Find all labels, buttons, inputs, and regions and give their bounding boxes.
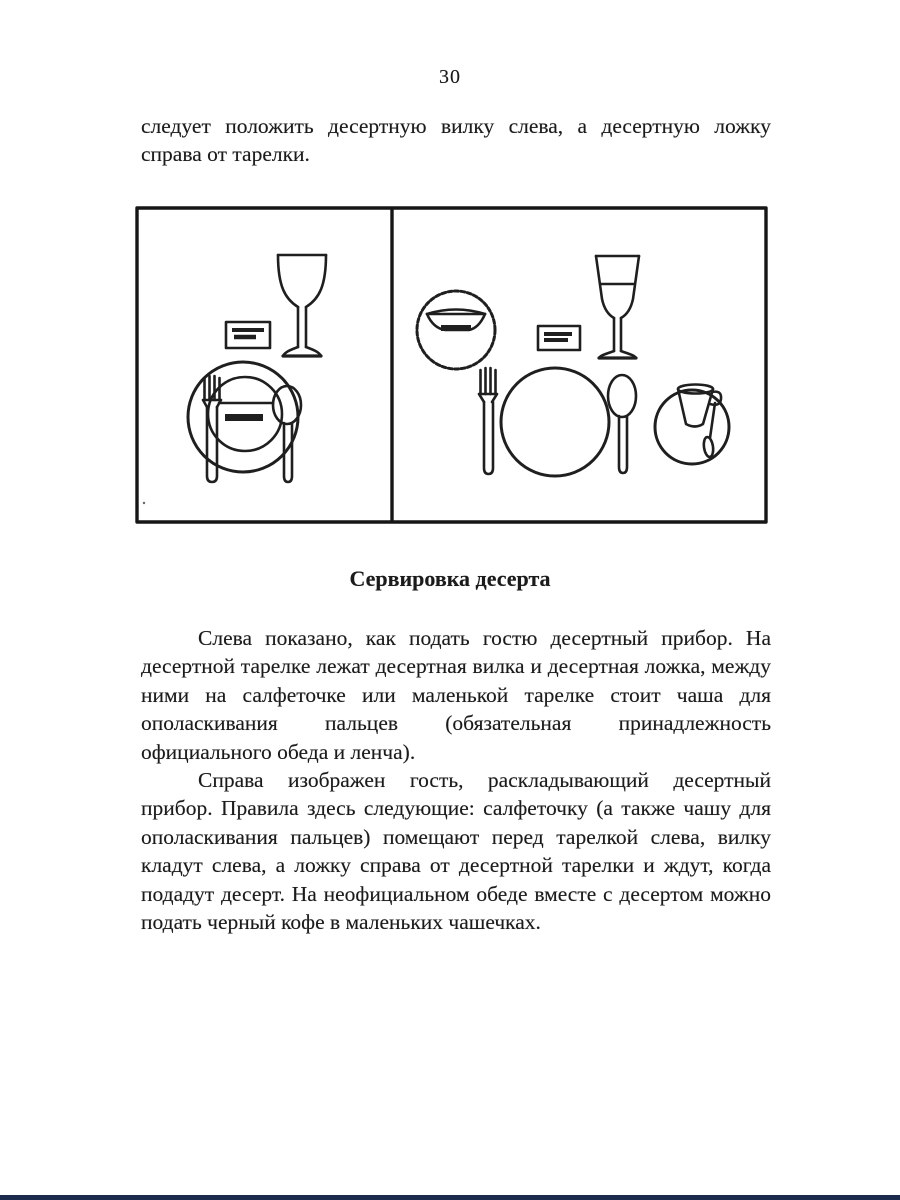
figure-frame xyxy=(137,208,766,522)
table-setting-figure xyxy=(135,206,768,524)
place-card-icon xyxy=(226,322,270,348)
napkin-icon xyxy=(538,326,580,350)
body-paragraph-2: Справа изображен гость, раскладывающий десертный прибор. Правила здесь следующие: салфеточку (а также чашу для ополаскивания пальцев) помещают перед тарелкой слева, вилку кладут слева, а ложку справа от десертной тарелки и ждут, когда подадут десерт. На неофициальном обеде вместе с десертом можно подать черный кофе в маленьких чашечках. xyxy=(141,768,771,935)
scan-edge-artifact xyxy=(0,1195,900,1200)
finger-bowl-on-plate-icon xyxy=(417,291,495,369)
body-paragraph-1: Слева показано, как подать гостю десертный прибор. На десертной тарелке лежат десертная вилка и десертная ложка, между ними на салфеточке или маленькой тарелке стоит чаша для ополаскивания пальцев (обязательная принадлежность официального обеда и ленча). xyxy=(141,626,771,764)
intro-paragraph: следует положить десертную вилку слева, а десертную ложку справа от тарелки. xyxy=(141,114,771,167)
section-heading: Сервировка десерта xyxy=(349,566,551,591)
left-panel-dessert-service xyxy=(188,255,326,482)
dessert-spoon-icon xyxy=(608,375,636,473)
coffee-cup-saucer-icon xyxy=(655,385,729,465)
right-panel-dessert-service xyxy=(417,256,729,476)
dessert-fork-icon xyxy=(479,368,497,474)
wine-glass-icon xyxy=(278,255,326,356)
scan-speck xyxy=(143,502,145,504)
wine-glass-icon xyxy=(596,256,639,358)
dessert-plate-icon xyxy=(501,368,609,476)
finger-bowl-icon xyxy=(219,403,273,421)
table-setting-diagram xyxy=(135,206,768,524)
page-number: 30 xyxy=(439,66,461,88)
